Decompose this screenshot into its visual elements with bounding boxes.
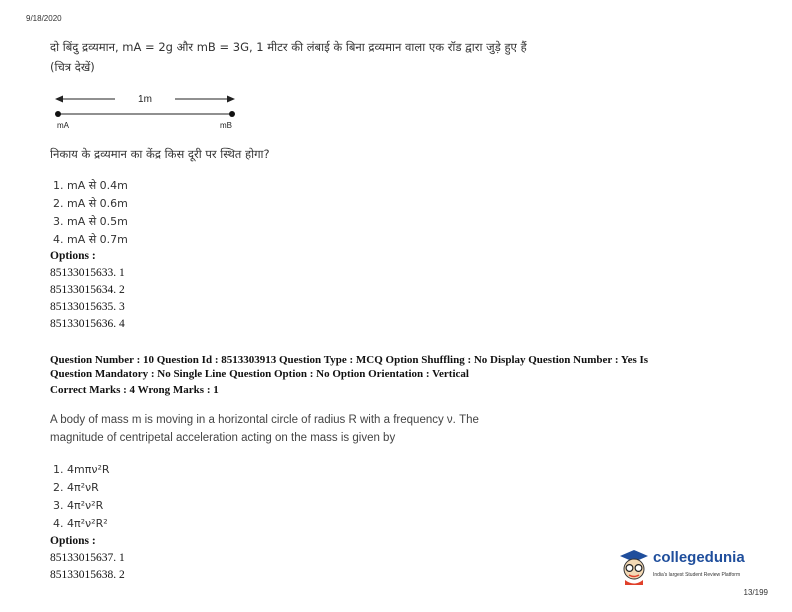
q10-options-label: Options : <box>50 535 96 547</box>
mass-b-point <box>229 111 235 117</box>
length-label: 1m <box>138 94 152 105</box>
q10-choice-1: 1. 4mπν²R <box>53 463 110 476</box>
left-arrowhead <box>55 96 63 103</box>
logo-name: collegedunia <box>653 549 745 566</box>
rod-diagram <box>52 90 242 132</box>
mass-a-label: mA <box>57 121 69 130</box>
q10-option-code-1: 85133015637. 1 <box>50 552 125 564</box>
question-10-text-line2: magnitude of centripetal acceleration acting on the mass is given by <box>50 432 396 444</box>
graduate-mascot-icon <box>617 547 651 587</box>
q9-choice-3: 3. mA से 0.5m <box>53 215 128 228</box>
q9-option-code-1: 85133015633. 1 <box>50 267 125 279</box>
mass-a-point <box>55 111 61 117</box>
question-10-meta-line2: Question Mandatory : No Single Line Question Option : No Option Orientation : Vertical <box>50 368 469 380</box>
q9-choice-1: 1. mA से 0.4m <box>53 179 128 192</box>
question-10-text-line1: A body of mass m is moving in a horizontal circle of radius R with a frequency ν. The <box>50 414 479 426</box>
q9-option-code-4: 85133015636. 4 <box>50 318 125 330</box>
q10-choice-2: 2. 4π²νR <box>53 481 99 494</box>
question-9-prompt: निकाय के द्रव्यमान का केंद्र किस दूरी पर स्थित होगा? <box>50 147 270 161</box>
q9-option-code-3: 85133015635. 3 <box>50 301 125 313</box>
logo-tagline: India's largest Student Review Platform <box>653 572 741 578</box>
q9-options-label: Options : <box>50 250 96 262</box>
q10-choice-4: 4. 4π²ν²R² <box>53 517 108 530</box>
question-9-text-line1: दो बिंदु द्रव्यमान, mA = 2g और mB = 3G, 1 मीटर की लंबाई के बिना द्रव्यमान वाला एक रॉड द्वारा जुड़े हुए हैं <box>50 40 527 54</box>
mass-b-label: mB <box>220 121 232 130</box>
q10-option-code-2: 85133015638. 2 <box>50 569 125 581</box>
page-number: 13/199 <box>743 588 768 597</box>
q9-choice-4: 4. mA से 0.7m <box>53 233 128 246</box>
question-10-meta-line1: Question Number : 10 Question Id : 8513303913 Question Type : MCQ Option Shuffling : No Display Question Number : Yes Is <box>50 354 649 366</box>
q9-option-code-2: 85133015634. 2 <box>50 284 125 296</box>
question-10-marks: Correct Marks : 4 Wrong Marks : 1 <box>50 384 219 396</box>
collegedunia-logo <box>617 545 777 591</box>
print-date: 9/18/2020 <box>26 14 62 23</box>
q10-choice-3: 3. 4π²ν²R <box>53 499 104 512</box>
right-arrowhead <box>227 96 235 103</box>
q9-choice-2: 2. mA से 0.6m <box>53 197 128 210</box>
question-9-text-line2: (चित्र देखें) <box>50 60 95 74</box>
